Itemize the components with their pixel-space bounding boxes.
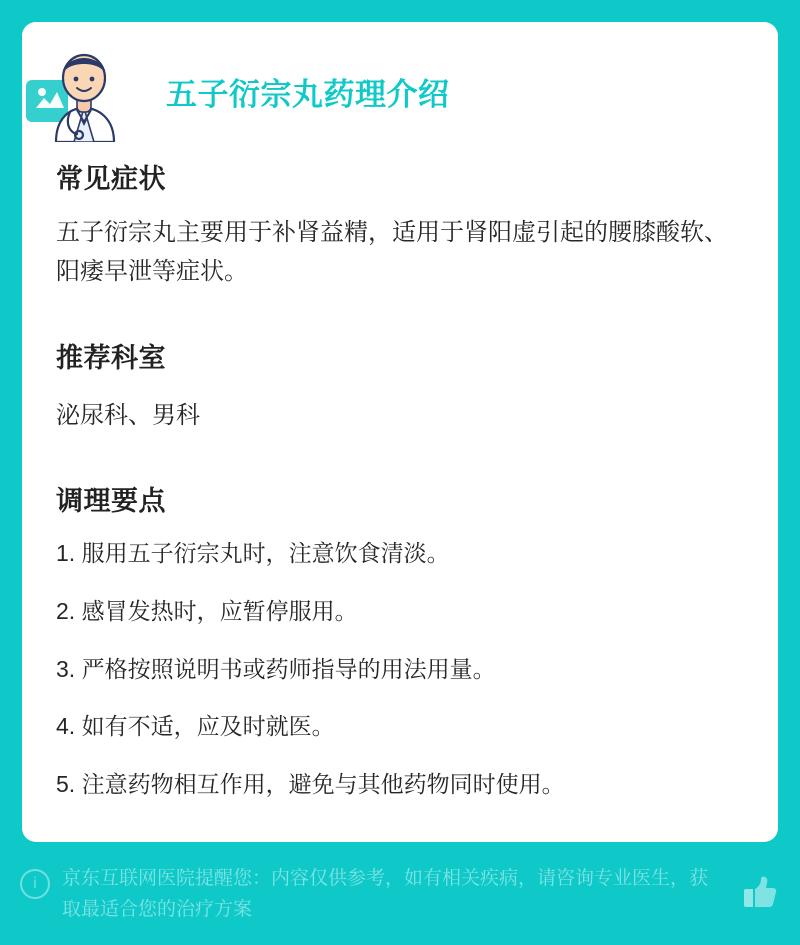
section-tips	[56, 479, 744, 802]
section-heading-tips: 调理要点	[56, 486, 166, 517]
info-circle-icon: i	[20, 869, 50, 899]
list-item: 4. 如有不适，应及时就医。	[56, 713, 335, 740]
thumbs-up-icon[interactable]	[734, 869, 780, 915]
list-item: 5. 注意药物相互作用，避免与其他药物同时使用。	[56, 770, 565, 797]
section-heading-department: 推荐科室	[56, 342, 166, 373]
section-body-symptoms: 五子衍宗丸主要用于补肾益精，适用于肾阳虚引起的腰膝酸软、阳痿早泄等症状。	[56, 219, 728, 286]
doctor-avatar-icon	[22, 22, 142, 142]
section-heading-symptoms: 常见症状	[56, 164, 166, 195]
list-item: 1. 服用五子衍宗丸时，注意饮食清淡。	[56, 540, 450, 567]
list-item: 2. 感冒发热时，应暂停服用。	[56, 597, 358, 624]
section-body-department: 泌尿科、男科	[56, 401, 200, 429]
footer-disclaimer	[0, 855, 800, 945]
section-department	[56, 336, 744, 435]
section-symptoms	[56, 157, 744, 292]
footer-text: 京东互联网医院提醒您：内容仅供参考，如有相关疾病，请咨询专业医生，获取最适合您的治疗方案	[62, 868, 709, 921]
list-item: 3. 严格按照说明书或药师指导的用法用量。	[56, 655, 496, 682]
page-title: 五子衍宗丸药理介绍	[166, 77, 450, 112]
tips-list	[56, 536, 744, 802]
content-card	[22, 22, 778, 842]
